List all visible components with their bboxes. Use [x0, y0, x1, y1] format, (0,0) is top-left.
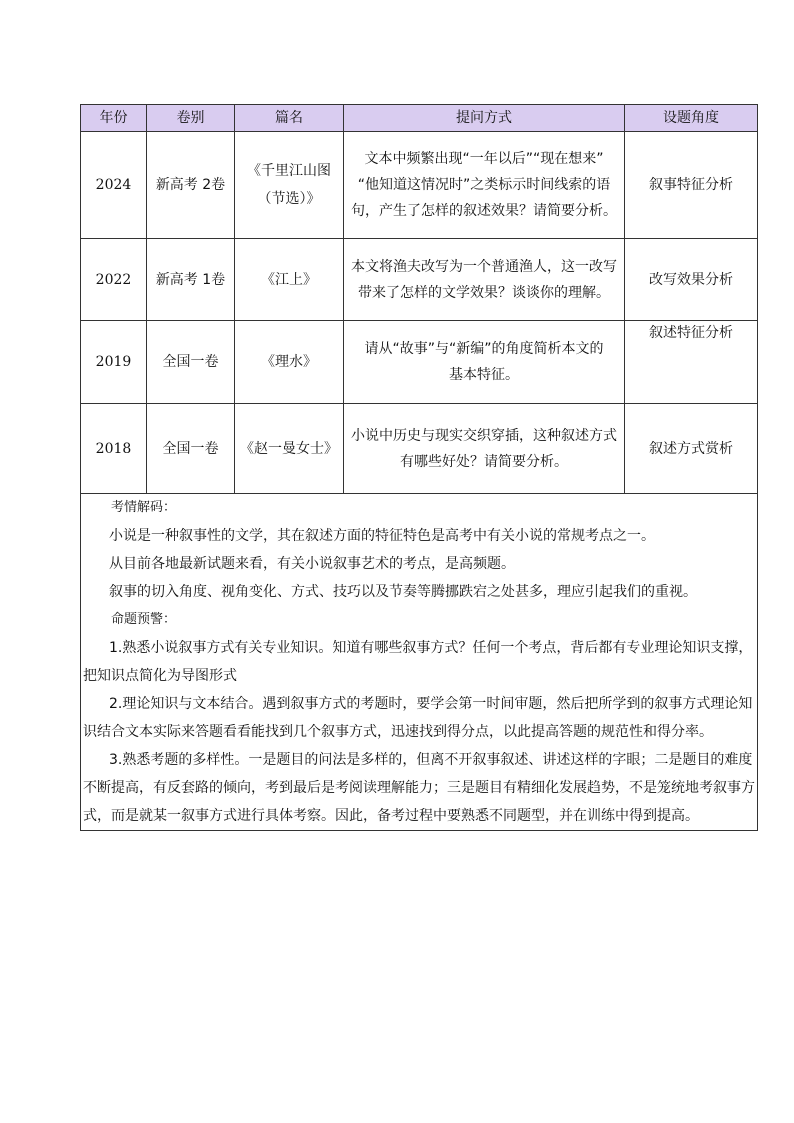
analysis-paragraph: 从目前各地最新试题来看，有关小说叙事艺术的考点，是高频题。	[109, 556, 515, 572]
cell-title	[235, 321, 344, 404]
question-line: 带来了怎样的文学效果？谈谈你的理解。	[358, 284, 610, 301]
cell-question	[344, 239, 625, 321]
question-line: 小说中历史与现实交织穿插，这种叙述方式	[351, 427, 617, 444]
cell-year: 2022	[81, 239, 147, 321]
analysis-paragraph: 小说是一种叙事性的文学，其在叙述方面的特征特色是高考中有关小说的常规考点之一。	[109, 528, 655, 544]
table-row	[81, 132, 758, 239]
exam-table	[80, 104, 758, 831]
table-row	[81, 239, 758, 321]
analysis-cell	[81, 494, 758, 831]
warning-item: 3.熟悉考题的多样性。一是题目的问法是多样的，但离不开叙事叙述、讲述这样的字眼；二是题目的难度不断提高，有反套路的倾向，考到最后是考阅读理解能力；三是题目有精细化发展趋势，不是笼统地考叙事方式，而是就某一叙事方式进行具体考察。因此，备考过程中要熟悉不同题型，并在训练中得到提高。	[83, 752, 755, 824]
table-row	[81, 404, 758, 494]
question-line: 基本特征。	[449, 367, 519, 383]
table-row	[81, 321, 758, 404]
title-line: 《江上》	[261, 271, 317, 288]
title-line: 《千里江山图	[247, 163, 331, 179]
question-line: 句，产生了怎样的叙述效果？请简要分析。	[351, 203, 617, 219]
title-line: 《赵一曼女士》	[240, 440, 338, 457]
cell-angle: 叙述方式赏析	[625, 404, 758, 494]
cell-year: 2024	[81, 132, 147, 239]
header-year: 年份	[81, 105, 147, 132]
warning-heading: 命题预警：	[111, 612, 177, 627]
question-line: 本文将渔夫改写为一个普通渔人，这一改写	[351, 258, 617, 275]
question-line: 有哪些好处？请简要分析。	[400, 453, 568, 470]
cell-paper: 全国一卷	[147, 321, 235, 404]
title-line: 《理水》	[261, 354, 317, 370]
cell-angle: 叙事特征分析	[625, 132, 758, 239]
cell-title	[235, 239, 344, 321]
question-line: “他知道这情况时”之类标示时间线索的语	[357, 177, 611, 193]
cell-paper: 全国一卷	[147, 404, 235, 494]
header-title: 篇名	[235, 105, 344, 132]
cell-year: 2018	[81, 404, 147, 494]
cell-angle: 改写效果分析	[625, 239, 758, 321]
question-line: 请从“故事”与“新编”的角度简析本文的	[364, 341, 604, 357]
header-question: 提问方式	[344, 105, 625, 132]
warning-item: 2.理论知识与文本结合。遇到叙事方式的考题时，要学会第一时间审题，然后把所学到的叙事方式理论知识结合文本实际来答题看看能找到几个叙事方式，迅速找到得分点，以此提高答题的规范性和得分率。	[83, 696, 753, 740]
cell-question	[344, 404, 625, 494]
cell-paper: 新高考 1卷	[147, 239, 235, 321]
analysis-row	[81, 494, 758, 831]
cell-title	[235, 132, 344, 239]
cell-year: 2019	[81, 321, 147, 404]
header-angle: 设题角度	[625, 105, 758, 132]
header-paper: 卷别	[147, 105, 235, 132]
table-header	[81, 105, 758, 132]
analysis-paragraph: 叙事的切入角度、视角变化、方式、技巧以及节奏等腾挪跌宕之处甚多，理应引起我们的重视。	[109, 584, 697, 600]
analysis-heading: 考情解码：	[111, 500, 177, 515]
cell-paper: 新高考 2卷	[147, 132, 235, 239]
cell-title	[235, 404, 344, 494]
title-line: （节选）》	[257, 191, 321, 207]
question-line: 文本中频繁出现“一年以后”“现在想来”	[364, 151, 604, 167]
cell-question	[344, 321, 625, 404]
warning-item: 1.熟悉小说叙事方式有关专业知识。知道有哪些叙事方式？任何一个考点，背后都有专业理论知识支撑，把知识点简化为导图形式	[83, 640, 753, 684]
cell-angle: 叙述特征分析	[625, 321, 758, 404]
cell-question	[344, 132, 625, 239]
